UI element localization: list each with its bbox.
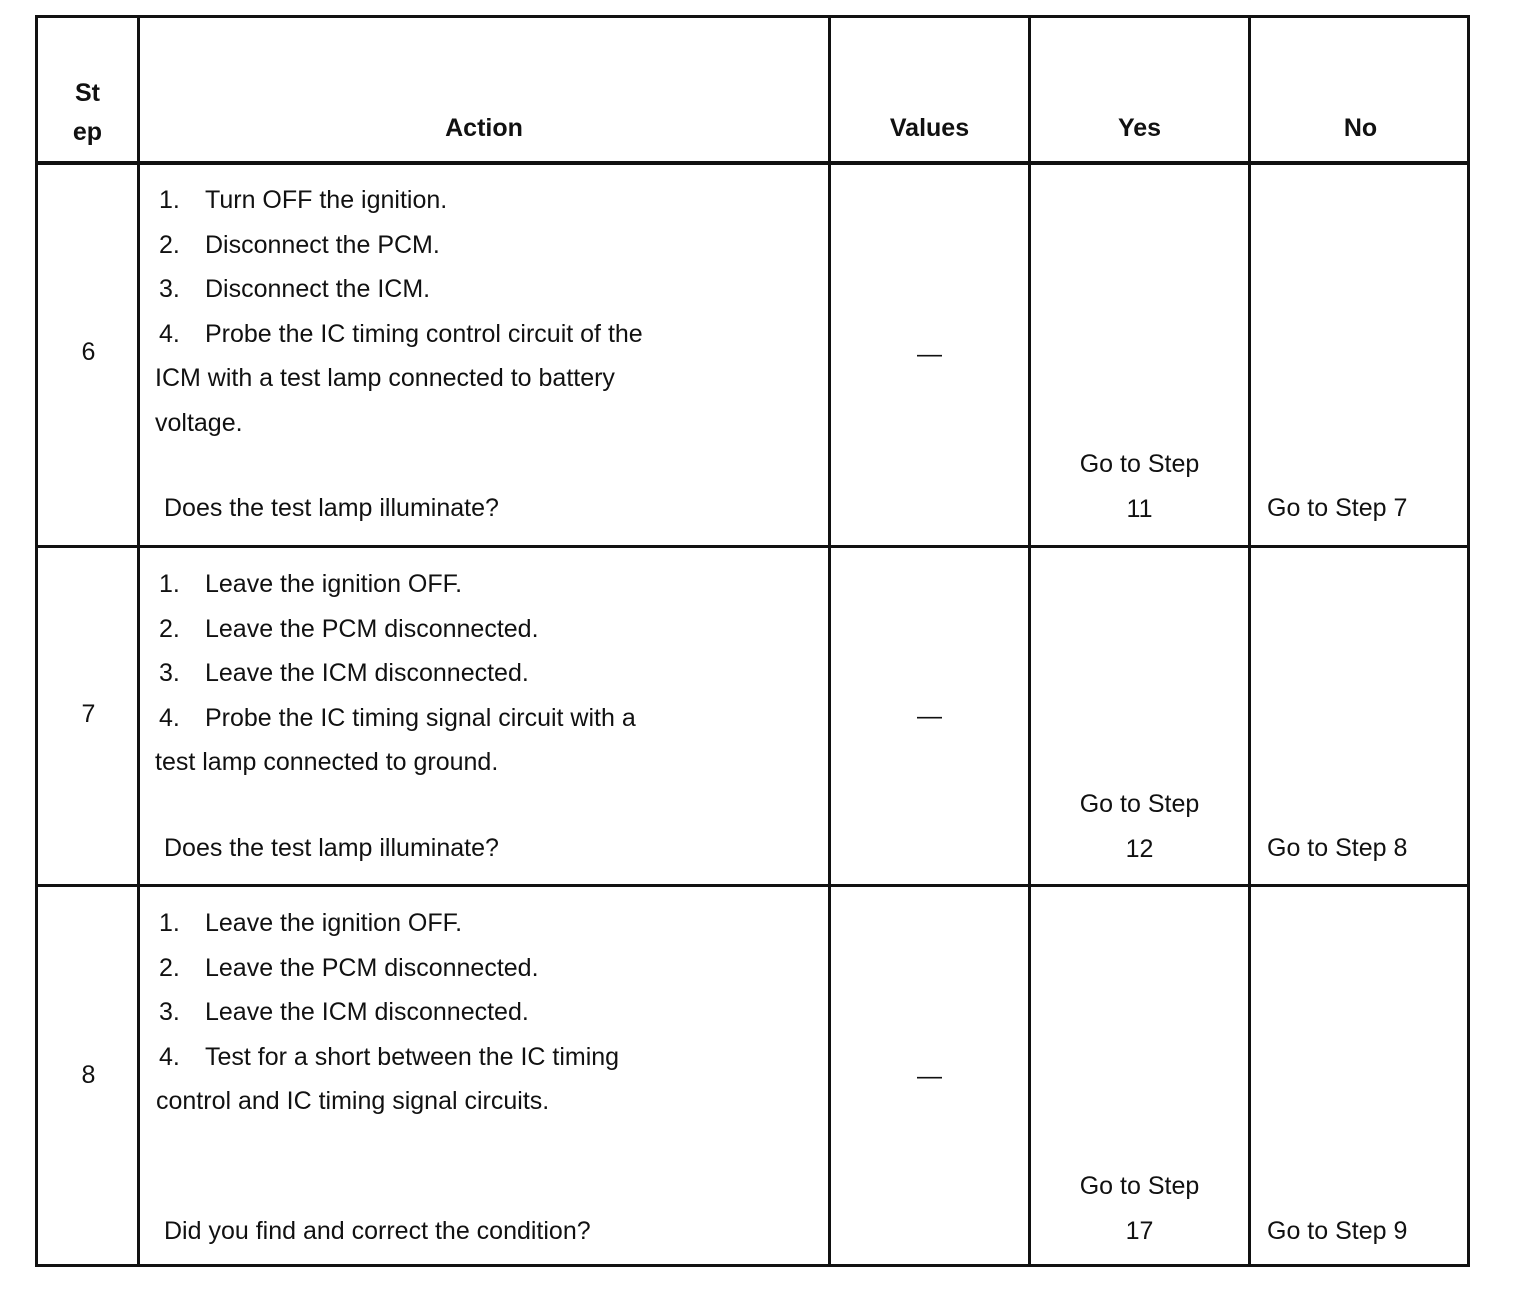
action-continuation: control and IC timing signal circuits. xyxy=(156,1087,550,1115)
action-item: 4. Test for a short between the IC timing xyxy=(159,1042,620,1071)
action-question: Does the test lamp illuminate? xyxy=(164,834,499,862)
action-steps xyxy=(156,901,620,1124)
step-number: 6 xyxy=(81,338,96,366)
step-number: 8 xyxy=(81,1061,96,1089)
header-values: Values xyxy=(889,114,970,142)
action-item: 2. Leave the PCM disconnected. xyxy=(159,953,539,982)
header-action: Action xyxy=(445,114,523,142)
step-number: 7 xyxy=(81,700,96,728)
header-divider xyxy=(38,161,1467,165)
column-divider xyxy=(1248,18,1251,1264)
action-item: 1. Leave the ignition OFF. xyxy=(159,909,463,937)
header-yes: Yes xyxy=(1117,114,1162,142)
action-item: 4. Probe the IC timing signal circuit with a xyxy=(159,703,636,732)
action-item: 3. Leave the ICM disconnected. xyxy=(159,659,529,687)
diagnostic-table xyxy=(35,15,1470,1267)
values-cell: — xyxy=(917,702,942,730)
header-step: St ep xyxy=(72,79,103,146)
action-item: 4. Probe the IC timing control circuit of the xyxy=(159,319,643,348)
row-divider xyxy=(38,545,1467,548)
action-item: 2. Leave the PCM disconnected. xyxy=(159,614,539,643)
yes-cell: Go to Step 12 xyxy=(1079,790,1200,863)
yes-cell: Go to Step 11 xyxy=(1079,450,1200,523)
yes-cell: Go to Step 17 xyxy=(1079,1172,1200,1245)
action-item: 1. Leave the ignition OFF. xyxy=(159,570,463,598)
values-cell: — xyxy=(917,340,942,368)
action-steps xyxy=(155,178,643,445)
action-item: 3. Leave the ICM disconnected. xyxy=(159,998,529,1026)
values-cell: — xyxy=(917,1062,942,1090)
header-no: No xyxy=(1343,114,1378,142)
no-cell: Go to Step 9 xyxy=(1267,1217,1408,1245)
action-steps xyxy=(155,562,636,785)
row-divider xyxy=(38,884,1467,887)
no-cell: Go to Step 7 xyxy=(1267,494,1408,522)
action-continuation: ICM with a test lamp connected to battery xyxy=(155,364,615,392)
action-continuation: voltage. xyxy=(155,408,243,437)
action-continuation: test lamp connected to ground. xyxy=(155,748,499,776)
action-question: Did you find and correct the condition? xyxy=(164,1217,591,1245)
action-item: 2. Disconnect the PCM. xyxy=(159,230,440,259)
no-cell: Go to Step 8 xyxy=(1267,834,1408,862)
action-item: 3. Disconnect the ICM. xyxy=(159,275,431,303)
column-divider xyxy=(1028,18,1031,1264)
action-item: 1. Turn OFF the ignition. xyxy=(159,186,448,214)
action-question: Does the test lamp illuminate? xyxy=(164,494,499,522)
